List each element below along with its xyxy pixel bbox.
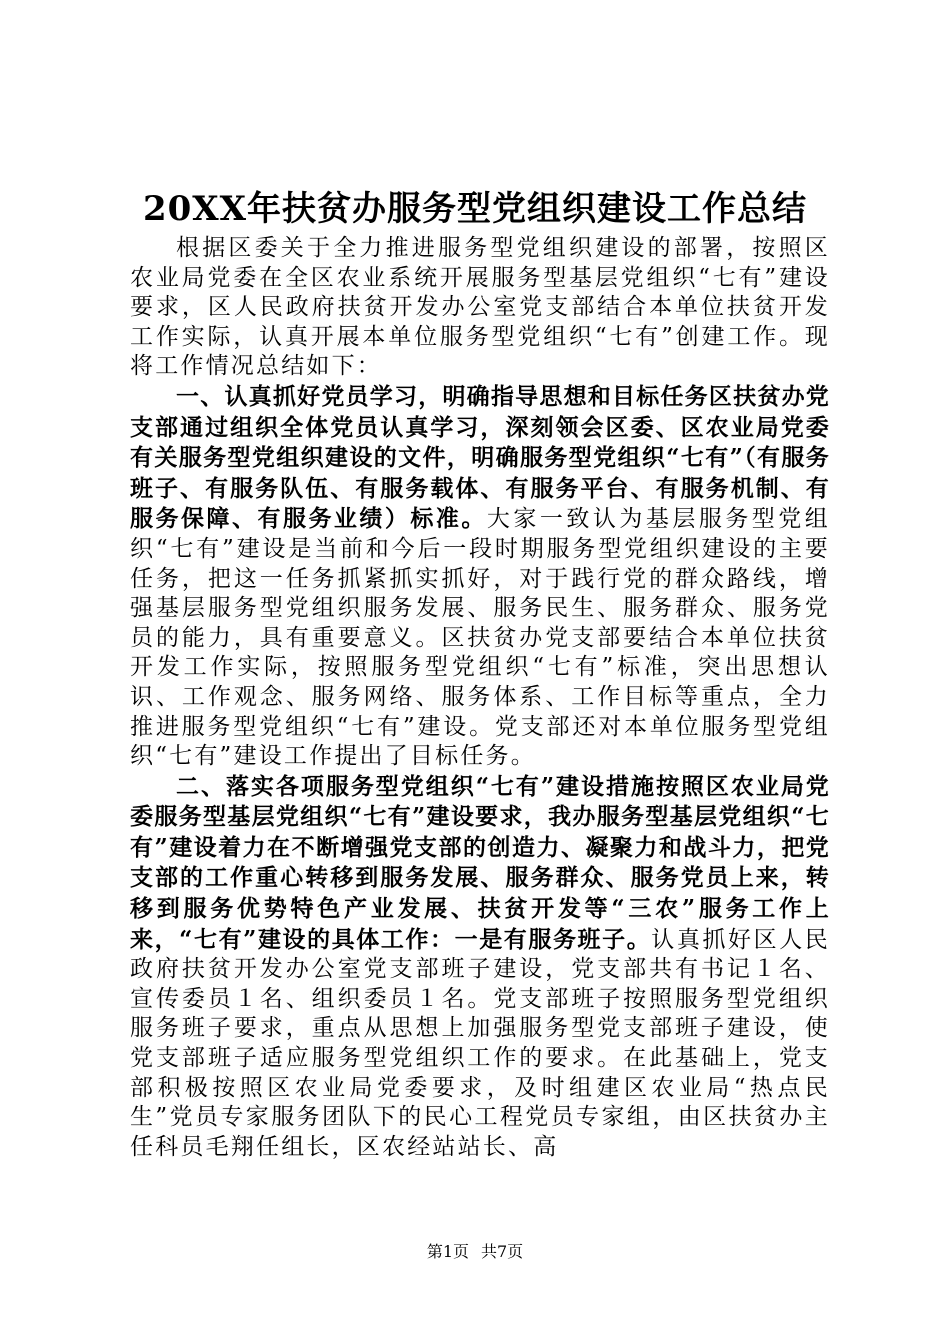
paragraph-bold-lead: 二、落实各项服务型党组织“七有”建设措施按照区农业局党委服务型基层党组织“七有”建设要求，我办服务型基层党组织“七有”建设着力在不断增强党支部的创造力、凝聚力和战斗力，把党支部的工作重心转移到服务发展、服务群众、服务党员上来，转移到服务优势特色产业发展、扶贫开发等“三农”服务工作上来，“七有”建设的具体工作：一是有服务班子。 <box>130 772 830 953</box>
paragraph-text: 认真抓好区人民政府扶贫开发办公室党支部班子建设，党支部共有书记１名、宣传委员１名、组织委员１名。党支部班子按照服务型党组织服务班子要求，重点从思想上加强服务型党支部班子建设，使党支部班子适应服务型党组织工作的要求。在此基础上，党支部积极按照区农业局党委要求，及时组建区农业局“热点民生”党员专家服务团队下的民心工程党员专家组，由区扶贫办主任科员毛翔任组长，区农经站站长、高 <box>130 926 830 1160</box>
paragraph-text: 大家一致认为基层服务型党组织“七有”建设是当前和今后一段时期服务型党组织建设的主要任务，把这一任务抓紧抓实抓好，对于践行党的群众路线，增强基层服务型党组织服务发展、服务民生、服务群众、服务党员的能力，具有重要意义。区扶贫办党支部要结合本单位扶贫开发工作实际，按照服务型党组织“七有”标准，突出思想认识、工作观念、服务网络、服务体系、工作目标等重点，全力推进服务型党组织“七有”建设。党支部还对本单位服务型党组织“七有”建设工作提出了目标任务。 <box>130 506 830 770</box>
document-title: 20XX年扶贫办服务型党组织建设工作总结 <box>142 189 808 229</box>
page-footer <box>0 1240 950 1264</box>
document-body <box>130 233 830 1162</box>
page-number: 第1页 <box>426 1242 469 1261</box>
page-total: 共7页 <box>481 1242 524 1261</box>
paragraph-bold-lead: 一、认真抓好党员学习，明确指导思想和目标任务区扶贫办党支部通过组织全体党员认真学习，深刻领会区委、区农业局党委有关服务型党组织建设的文件，明确服务型党组织“七有”（有服务班子、有服务队伍、有服务载体、有服务平台、有服务机制、有服务保障、有服务业绩）标准。 <box>130 382 830 533</box>
paragraph-intro <box>130 233 830 382</box>
paragraph-text: 根据区委关于全力推进服务型党组织建设的部署，按照区农业局党委在全区农业系统开展服务型基层党组织“七有”建设要求，区人民政府扶贫开发办公室党支部结合本单位扶贫开发工作实际，认真开展本单位服务型党组织“七有”创建工作。现将工作情况总结如下： <box>130 235 830 380</box>
paragraph-section-2 <box>130 772 830 1163</box>
paragraph-section-1 <box>130 382 830 772</box>
